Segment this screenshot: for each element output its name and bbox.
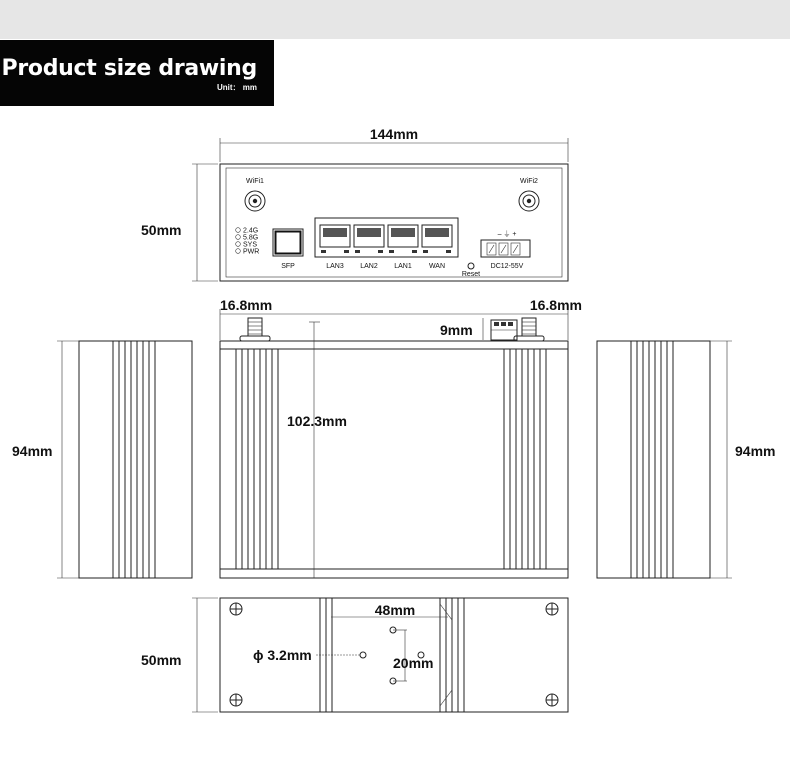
led-label-2g: 2.4G xyxy=(243,227,259,235)
antenna-stub-left xyxy=(240,318,270,341)
screw-icon xyxy=(230,603,242,615)
front-view xyxy=(141,126,568,281)
side-view-right xyxy=(597,341,775,578)
wifi1-antenna-port xyxy=(245,178,265,211)
depth-dim: 102.3mm xyxy=(287,413,347,429)
front-width-dim: 144mm xyxy=(369,126,419,142)
led-label-5g: 5.8G xyxy=(243,234,259,242)
side-left-dim: 94mm xyxy=(12,443,53,459)
screw-icon xyxy=(230,694,242,706)
page-title: Product size drawing xyxy=(1,56,257,81)
antenna-left-dim: 16.8mm xyxy=(220,297,273,313)
lan3-label: LAN3 xyxy=(326,263,344,270)
sfp-port xyxy=(273,229,303,270)
led-indicators xyxy=(236,228,260,256)
wan-port xyxy=(422,225,452,270)
power-terminal xyxy=(481,230,530,270)
hole-diameter-dim: ϕ 3.2mm xyxy=(253,647,312,663)
hole-spacing-dim: 20mm xyxy=(393,655,434,671)
heatsink-fins-left xyxy=(236,349,278,569)
led-label-sys: SYS xyxy=(243,241,258,249)
top-view xyxy=(220,297,582,578)
sfp-label: SFP xyxy=(281,263,295,270)
wan-label: WAN xyxy=(428,263,446,270)
bottom-view xyxy=(141,598,568,712)
power-label: DC12-55V xyxy=(490,263,524,270)
power-polarity-label: – ⏚ + xyxy=(497,231,517,238)
lan2-port xyxy=(354,225,384,270)
lan2-label: LAN2 xyxy=(360,263,378,270)
side-right-dim: 94mm xyxy=(735,443,776,459)
wifi1-label: WiFi1 xyxy=(246,178,264,185)
lan3-port xyxy=(320,225,350,270)
lan1-port xyxy=(388,225,418,270)
ethernet-port-group xyxy=(315,218,458,257)
unit-label: Unit： mm xyxy=(217,83,257,92)
screw-icon xyxy=(546,603,558,615)
screw-icon xyxy=(546,694,558,706)
lan1-label: LAN1 xyxy=(394,263,412,270)
terminal-stub xyxy=(491,320,517,340)
terminal-depth-dim: 9mm xyxy=(440,322,473,338)
reset-label: Reset xyxy=(461,271,481,278)
side-view-left xyxy=(12,341,192,578)
antenna-right-dim: 16.8mm xyxy=(529,297,582,313)
wifi2-antenna-port xyxy=(519,178,539,211)
led-label-pwr: PWR xyxy=(243,248,260,256)
antenna-stub-right xyxy=(514,318,544,341)
heatsink-fins-right xyxy=(504,349,546,569)
wifi2-label: WiFi2 xyxy=(520,178,538,185)
reset-button xyxy=(462,263,480,278)
bottom-height-dim: 50mm xyxy=(141,652,182,668)
bracket-width-dim: 48mm xyxy=(374,602,416,618)
front-height-dim: 50mm xyxy=(141,222,182,238)
